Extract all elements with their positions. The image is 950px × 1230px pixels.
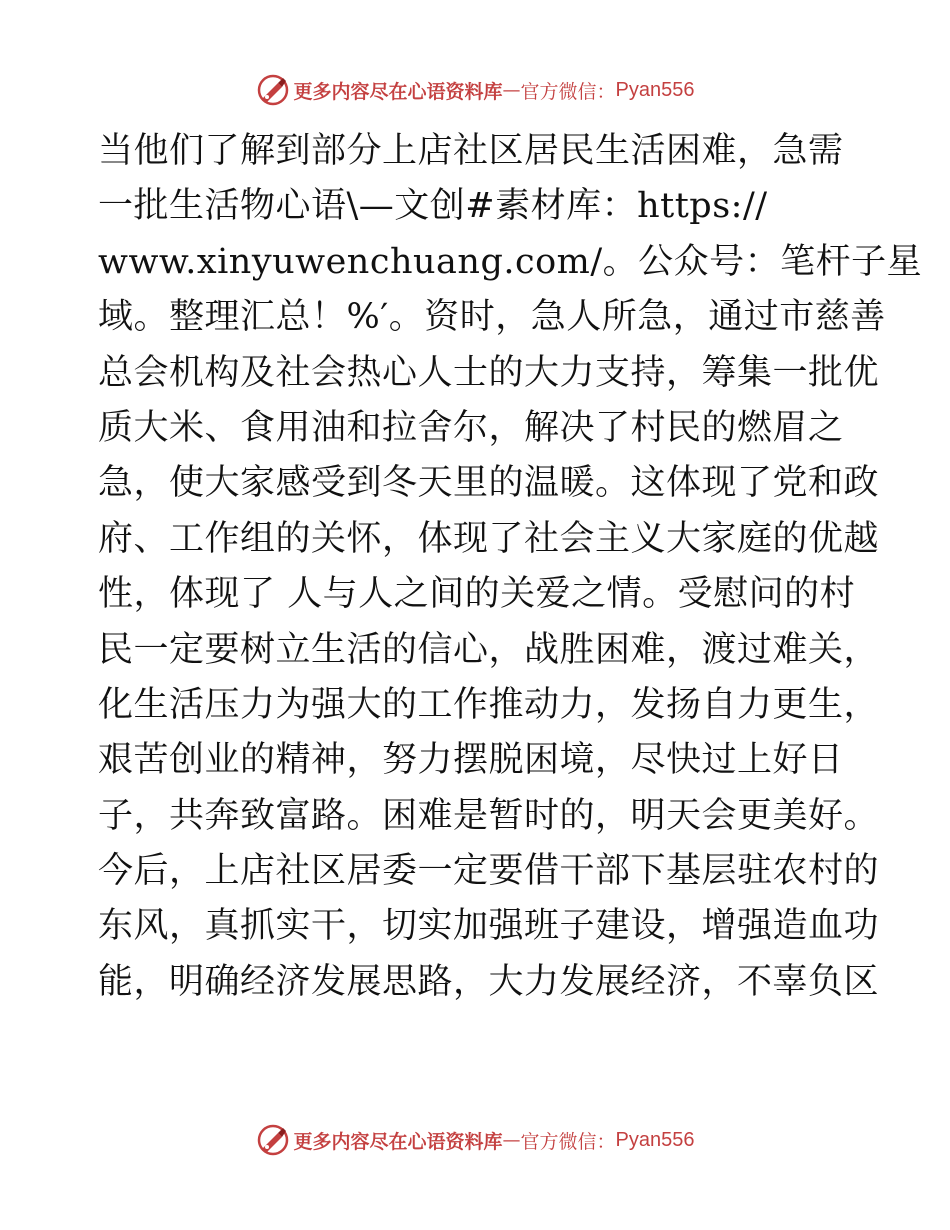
banner-separator: — bbox=[502, 79, 521, 101]
body-line-3: www.xinyuwenchuang.com/。公众号：笔杆子星 bbox=[98, 241, 923, 282]
body-line-5: 总会机构及社会热心人士的大力支持，筹集一批优 bbox=[98, 352, 880, 393]
body-line-12: 艰苦创业的精神，努力摆脱困境，尽快过上好日 bbox=[98, 740, 844, 781]
banner-title: 更多内容尽在心语资料库 bbox=[293, 80, 503, 103]
document-body bbox=[98, 124, 923, 1010]
body-line-9: 性，体现了 人与人之间的关爱之情。受慰问的村 bbox=[98, 574, 856, 615]
body-line-7: 急，使大家感受到冬天里的温暖。这体现了党和政 bbox=[98, 463, 880, 504]
banner-separator: — bbox=[502, 1129, 521, 1151]
header-banner bbox=[0, 70, 950, 110]
body-line-14: 今后，上店社区居委一定要借干部下基层驻农村的 bbox=[98, 851, 880, 892]
body-line-10: 民一定要树立生活的信心，战胜困难，渡过难关， bbox=[98, 629, 880, 670]
body-line-1: 当他们了解到部分上店社区居民生活困难，急需 bbox=[98, 131, 844, 171]
banner-wechat-label: 官方微信： bbox=[520, 80, 616, 103]
banner-wechat-id: Pyan556 bbox=[615, 78, 695, 101]
body-line-6: 质大米、食用油和拉舍尔，解决了村民的燃眉之 bbox=[98, 407, 844, 448]
body-line-8: 府、工作组的关怀，体现了社会主义大家庭的优越 bbox=[98, 518, 880, 559]
banner-wechat-id: Pyan556 bbox=[615, 1128, 695, 1151]
body-line-16: 能，明确经济发展思路，大力发展经济，不辜负区 bbox=[98, 961, 880, 1002]
banner-title: 更多内容尽在心语资料库 bbox=[293, 1130, 503, 1153]
pen-logo-icon bbox=[256, 73, 290, 107]
body-line-11: 化生活压力为强大的工作推动力，发扬自力更生， bbox=[98, 684, 880, 725]
pen-logo-icon bbox=[256, 1123, 290, 1157]
body-line-4: 域。整理汇总！%′。资时，急人所急，通过市慈善 bbox=[98, 297, 886, 338]
body-line-13: 子，共奔致富路。困难是暂时的，明天会更美好。 bbox=[98, 795, 880, 836]
banner-wechat-label: 官方微信： bbox=[520, 1130, 616, 1153]
body-line-2: 一批生活物心语\—文创#素材库：https:// bbox=[98, 186, 768, 227]
footer-banner bbox=[0, 1120, 950, 1160]
body-line-15: 东风，真抓实干，切实加强班子建设，增强造血功 bbox=[98, 906, 880, 947]
